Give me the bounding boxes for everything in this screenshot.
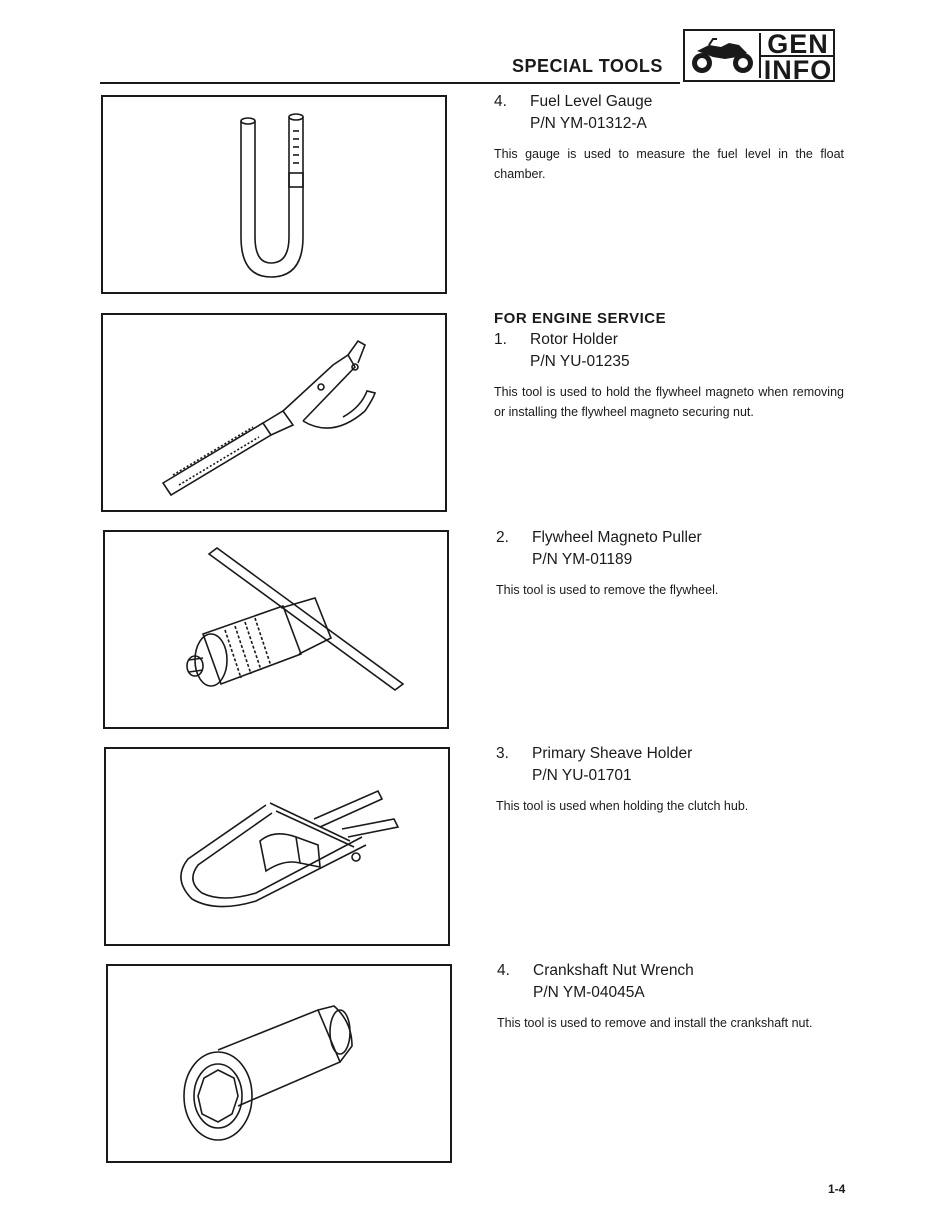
tool-description: This gauge is used to measure the fuel level in the float chamber.: [494, 147, 844, 181]
part-number: P/N YM-01189: [532, 551, 633, 568]
tool-entry-primary-sheave-holder: [496, 743, 851, 817]
badge-info-text: INFO: [761, 55, 835, 83]
tool-description: This tool is used to remove the flywheel.: [496, 583, 719, 597]
tool-number: 1.: [494, 331, 507, 348]
tool-number: 4.: [494, 93, 507, 110]
tool-description: This tool is used to hold the flywheel magneto when removing or installing the flywheel magneto securing nut.: [494, 385, 844, 419]
primary-sheave-holder-illustration: [106, 749, 448, 944]
crankshaft-nut-wrench-figure: [106, 964, 452, 1163]
flywheel-magneto-puller-illustration: [105, 532, 447, 727]
part-number: P/N YM-04045A: [533, 984, 645, 1001]
primary-sheave-holder-figure: [104, 747, 450, 946]
flywheel-magneto-puller-figure: [103, 530, 449, 729]
gen-info-badge: [683, 29, 835, 85]
page-number: 1-4: [828, 1182, 846, 1196]
rotor-holder-figure: [101, 313, 447, 512]
page-title: SPECIAL TOOLS: [512, 56, 663, 76]
tool-entry-crankshaft-nut-wrench: [497, 960, 852, 1034]
fuel-level-gauge-illustration: [103, 97, 445, 292]
tool-name: Flywheel Magneto Puller: [532, 529, 702, 546]
part-number: P/N YM-01312-A: [530, 115, 647, 132]
tool-name: Primary Sheave Holder: [532, 745, 693, 762]
tool-description: This tool is used when holding the clutch hub.: [496, 799, 749, 813]
tool-name: Rotor Holder: [530, 331, 618, 348]
section-heading: FOR ENGINE SERVICE: [494, 310, 667, 327]
motorcycle-icon: [687, 33, 761, 78]
tool-name: Crankshaft Nut Wrench: [533, 962, 694, 979]
rotor-holder-illustration: [103, 315, 445, 510]
tool-entry-flywheel-magneto-puller: [496, 527, 851, 601]
header-rule: [100, 82, 680, 84]
tool-number: 3.: [496, 745, 509, 762]
part-number: P/N YU-01701: [532, 767, 632, 784]
tool-description: This tool is used to remove and install the crankshaft nut.: [497, 1016, 813, 1030]
tool-number: 2.: [496, 529, 509, 546]
fuel-level-gauge-figure: [101, 95, 447, 294]
part-number: P/N YU-01235: [530, 353, 630, 370]
tool-entry-rotor-holder: [494, 310, 849, 422]
tool-number: 4.: [497, 962, 510, 979]
badge-gen-text: GEN: [767, 29, 829, 59]
tool-name: Fuel Level Gauge: [530, 93, 653, 110]
tool-entry-fuel-level-gauge: [494, 91, 849, 184]
crankshaft-nut-wrench-illustration: [108, 966, 450, 1161]
